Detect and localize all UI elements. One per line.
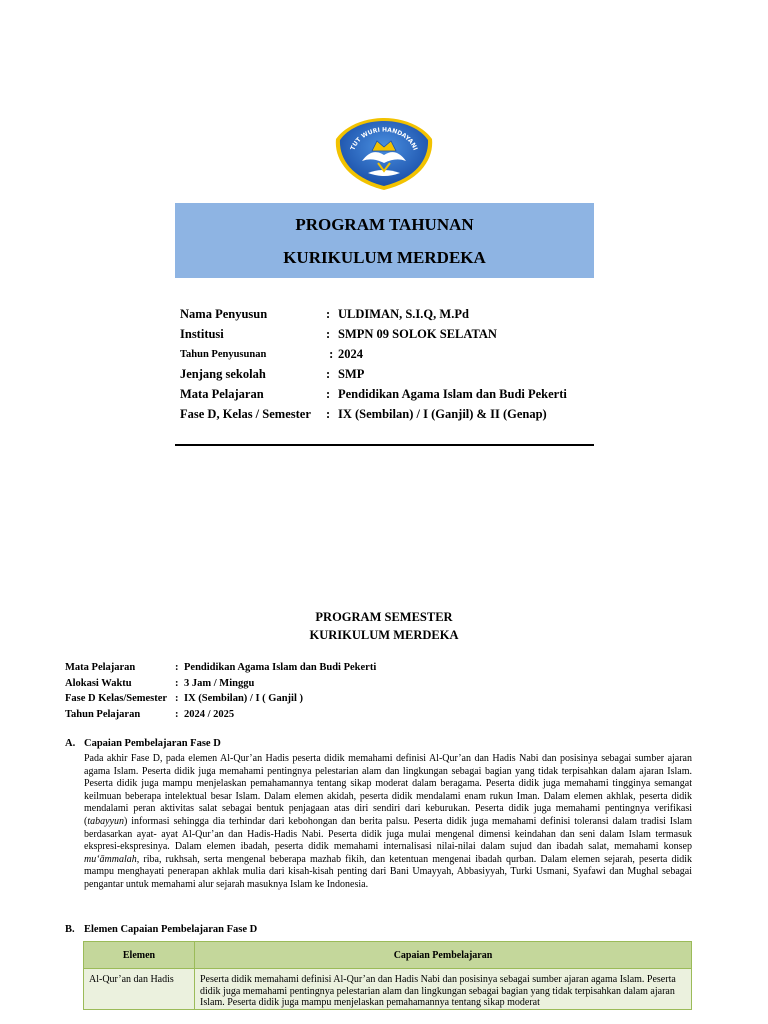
info-colon: : — [326, 326, 331, 341]
meta-value: IX (Sembilan) / I ( Ganjil ) — [184, 693, 304, 705]
meta-value: Pendidikan Agama Islam dan Budi Pekerti — [184, 662, 377, 674]
info-row-jenjang-sekolah — [180, 364, 567, 384]
table-row — [84, 969, 692, 1010]
info-label: Mata Pelajaran — [180, 386, 264, 401]
info-colon: : — [326, 366, 331, 381]
info-row-mata-pelajaran — [180, 384, 567, 404]
paragraph-text: Pada akhir Fase D, pada elemen Al-Qur’an Hadis peserta didik memahami definisi Al-Qur’an dan Hadis Nabi dan posisinya sebagai sumber ajaran agama Islam. Peserta didik juga memahami pentingnya pelestarian alam dan lingkungan sebagai bagian yang tidak terpisahkan dalam ajaran Islam. Peserta didik juga mampu menjelaskan pemahamannya tentang sikap moderat dalam beragama. Peserta didik juga memahami tingginya semangat keilmuan beberapa intelektual besar Islam. Dalam elemen akidah, peserta didik mendalami enam rukun Iman. Dalam elemen akhlak, peserta didik mendalami peran aktivitas salat sebagai bentuk penjagaan atas diri sendiri dari keburukan. Peserta didik juga memahami pentingnya verifikasi ( — [84, 753, 692, 827]
elemen-capaian-table — [83, 941, 692, 1010]
meta-label: Alokasi Waktu — [65, 677, 132, 689]
section-a-heading — [65, 738, 221, 749]
info-row-tahun-penyusunan — [180, 344, 567, 364]
info-value: IX (Sembilan) / I (Ganjil) & II (Genap) — [338, 406, 547, 421]
section-b-marker: B. — [65, 924, 75, 935]
section-a-marker: A. — [65, 738, 76, 749]
table-header-elemen: Elemen — [84, 942, 195, 969]
meta-row-tahun-pelajaran — [65, 707, 376, 723]
cover-title-line1: PROGRAM TAHUNAN — [295, 215, 474, 234]
meta-value: 2024 / 2025 — [184, 708, 235, 720]
paragraph-italic-term: mu‘āmmalah — [84, 853, 137, 865]
info-row-fase-kelas-semester — [180, 404, 567, 424]
info-value: ULDIMAN, S.I.Q, M.Pd — [338, 306, 469, 321]
semester-title-line1: PROGRAM SEMESTER — [315, 610, 453, 624]
table-header-row — [84, 942, 692, 969]
meta-label: Fase D Kelas/Semester — [65, 693, 168, 705]
info-value: 2024 — [338, 346, 363, 361]
meta-colon: : — [175, 677, 179, 689]
info-label: Jenjang sekolah — [180, 366, 266, 381]
table-cell-elemen: Al-Qur’an dan Hadis — [84, 969, 195, 1010]
info-label: Fase D, Kelas / Semester — [180, 406, 311, 421]
info-label: Nama Penyusun — [180, 306, 268, 321]
svg-text:TUT WURI HANDAYANI: TUT WURI HANDAYANI — [349, 126, 419, 152]
info-value: SMPN 09 SOLOK SELATAN — [338, 326, 497, 341]
info-label: Institusi — [180, 326, 224, 341]
meta-colon: : — [175, 708, 179, 720]
info-colon: : — [326, 306, 331, 321]
meta-colon: : — [175, 662, 179, 674]
meta-label: Mata Pelajaran — [65, 662, 136, 674]
info-colon: : — [326, 386, 331, 401]
meta-row-fase-kelas-semester — [65, 691, 376, 707]
meta-label: Tahun Pelajaran — [65, 708, 141, 720]
tut-wuri-handayani-logo — [332, 117, 436, 191]
cover-title-line2: KURIKULUM MERDEKA — [283, 248, 486, 267]
info-value: SMP — [338, 366, 365, 381]
cover-info-list — [180, 304, 567, 424]
cover-divider — [175, 444, 594, 446]
info-row-nama-penyusun — [180, 304, 567, 324]
cover-title-box — [175, 203, 594, 278]
paragraph-text: ) informasi sehingga dia terhindar dari kebohongan dan berita palsu. Peserta didik juga memahami definisi toleransi dalam tradisi Islam berdasarkan ayat- ayat Al-Qur’an dan Hadis-Hadis Nabi. Peserta didik juga mulai mengenal dimensi keindahan dan seni dalam Islam termasuk ekspresi-ekspresinya. Dalam elemen ibadah, peserta didik memahami internalisasi nilai-nilai dalam sujud dan ibadah salat, memahami konsep — [84, 815, 692, 853]
info-colon: : — [326, 346, 334, 361]
section-a-title: Capaian Pembelajaran Fase D — [84, 738, 221, 749]
info-label: Tahun Penyusunan — [180, 348, 267, 360]
meta-value: 3 Jam / Minggu — [184, 677, 255, 689]
info-colon: : — [326, 406, 331, 421]
section-b-title: Elemen Capaian Pembelajaran Fase D — [84, 924, 258, 935]
meta-row-alokasi-waktu — [65, 676, 376, 692]
section-b-heading — [65, 924, 257, 935]
info-row-institusi — [180, 324, 567, 344]
paragraph-text: , riba, rukhsah, serta mengenal beberapa mazhab fikih, dan ketentuan mengenai ibadah qurban. Dalam elemen sejarah, peserta didik mampu menghayati penerapan akhlak mulia dari kisah-kisah penting dari Bani Umayyah, Abbasiyyah, Turki Usmani, Syafawi dan Mughal sebagai pengantar untuk memahami alur sejarah masuknya Islam ke Indonesia. — [84, 853, 692, 890]
table-header-capaian: Capaian Pembelajaran — [195, 942, 692, 969]
table-cell-capaian: Peserta didik memahami definisi Al-Qur’an dan Hadis Nabi dan posisinya sebagai sumber ajaran agama Islam. Peserta didik juga memahami pentingnya pelestarian alam dan lingkungan sebagai bagian yang tidak terpisahkan dalam ajaran Islam. Peserta didik juga mampu menjelaskan pemahamannya tentang sikap moderat — [195, 969, 692, 1010]
section-a-paragraph — [84, 753, 692, 892]
semester-title-line2: KURIKULUM MERDEKA — [309, 628, 459, 642]
meta-row-mata-pelajaran — [65, 660, 376, 676]
info-value: Pendidikan Agama Islam dan Budi Pekerti — [338, 386, 567, 401]
meta-colon: : — [175, 693, 179, 705]
semester-meta-list — [65, 660, 376, 722]
paragraph-italic-term: tabayyun — [87, 815, 124, 827]
